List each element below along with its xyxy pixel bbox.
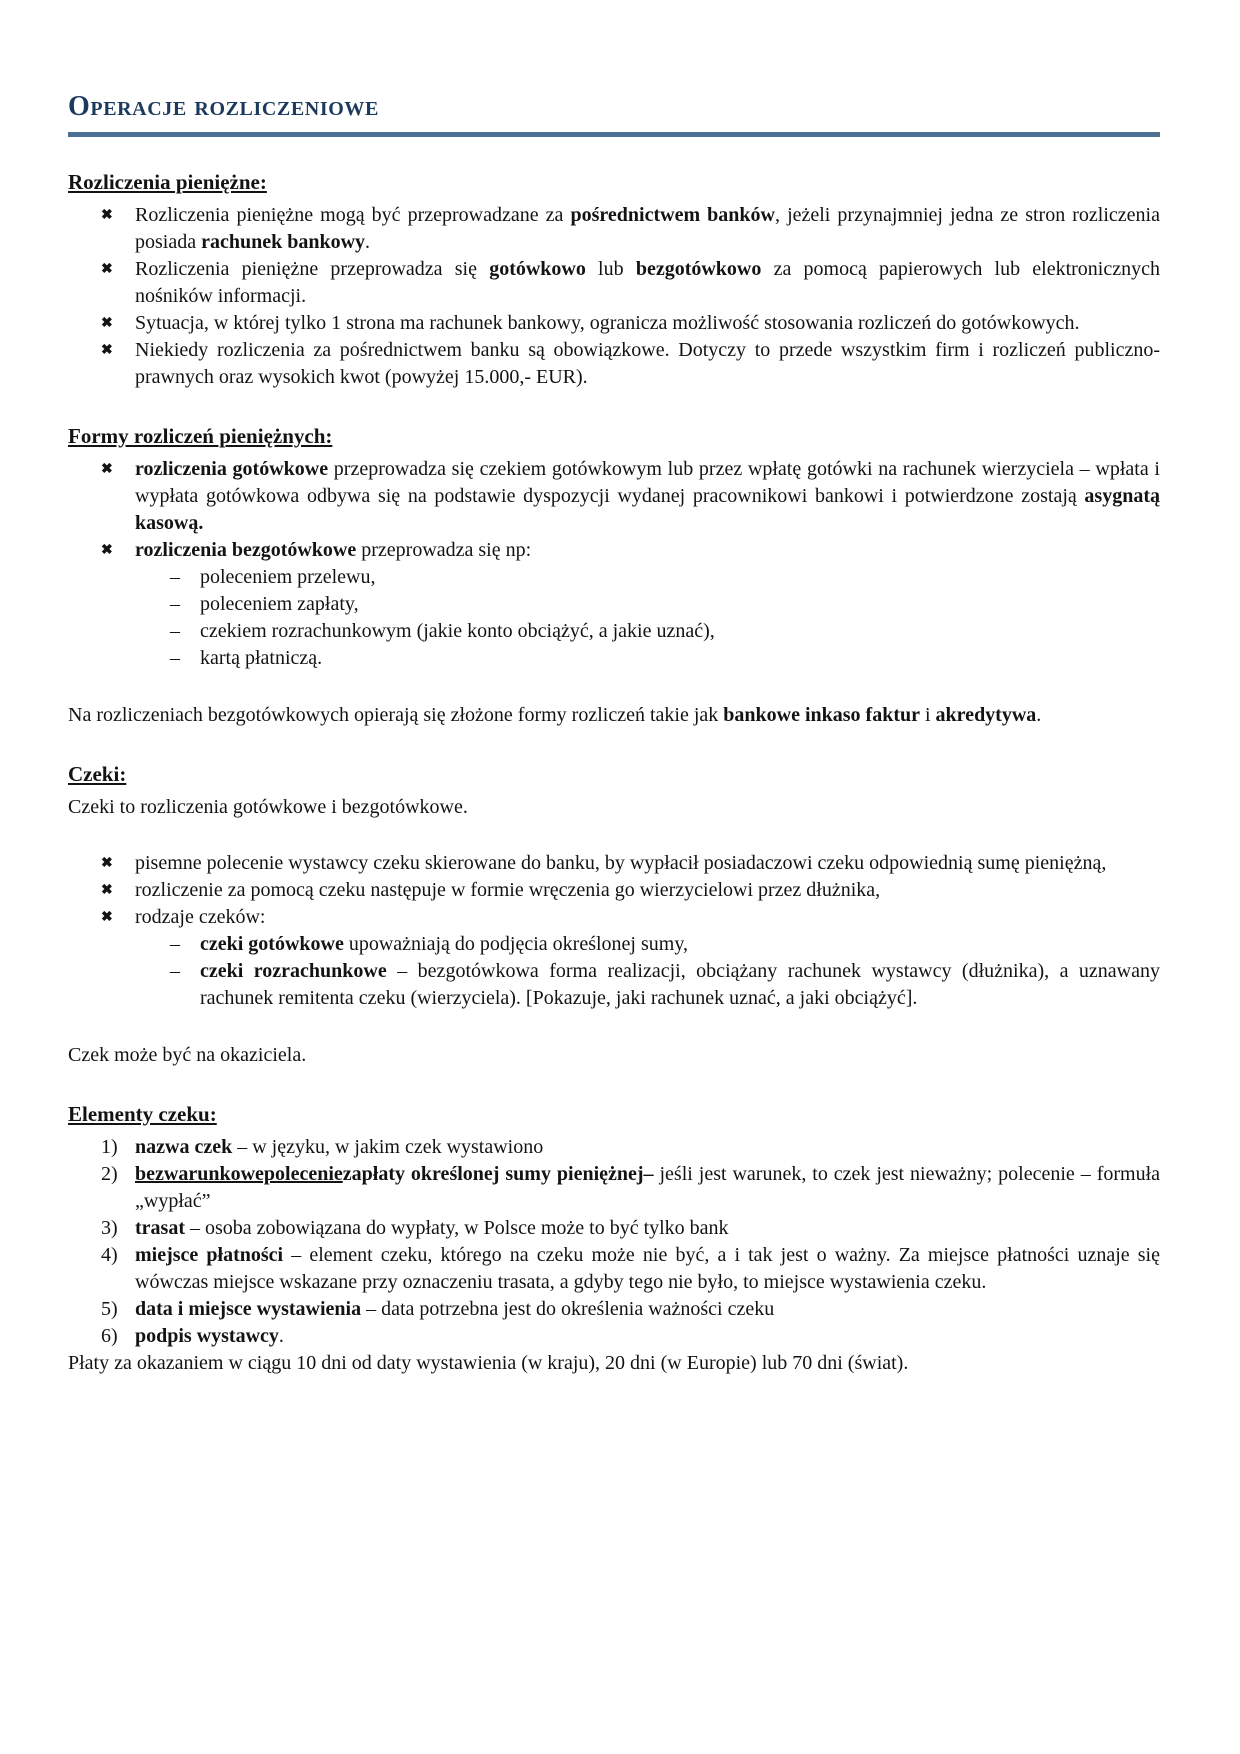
- list-item: [68, 537, 1160, 564]
- list-item: [68, 256, 1160, 310]
- dash-bullet-icon: –: [170, 619, 180, 642]
- list-item-text: miejsce płatności – element czeku, którego na czeku może nie być, a i tak jest o ważny. Za miejsce płatności uznaje się wówczas miejsce wskazane przy oznaczeniu trasata, a gdyby tego nie było, to miejsce wystawienia czeku.: [135, 1243, 1160, 1293]
- elementy-list: [68, 1134, 1160, 1350]
- czeki-list: [68, 850, 1160, 931]
- item-number: 3): [101, 1216, 118, 1239]
- rozliczenia-list: [68, 202, 1160, 391]
- list-item: [68, 1161, 1160, 1215]
- czeki-intro: Czeki to rozliczenia gotówkowe i bezgotówkowe.: [68, 795, 468, 818]
- list-item-text: poleceniem przelewu,: [200, 565, 376, 588]
- summary-paragraph: Na rozliczeniach bezgotówkowych opierają się złożone formy rozliczeń takie jak bankowe inkaso faktur i akredytywa.: [68, 703, 1042, 726]
- list-item: [68, 1215, 1160, 1242]
- dash-bullet-icon: –: [170, 565, 180, 588]
- list-item-text: rozliczenia bezgotówkowe przeprowadza się np:: [135, 538, 532, 561]
- x-bullet-icon: ✖: [101, 855, 113, 871]
- x-bullet-icon: ✖: [101, 461, 113, 477]
- list-item-text: czeki rozrachunkowe – bezgotówkowa forma realizacji, obciążany rachunek wystawcy (dłużnika), a uznawany rachunek remitenta czeku (wierzyciela). [Pokazuje, jaki rachunek uznać, a jaki obciążyć].: [200, 959, 1160, 1009]
- list-item-text: nazwa czek – w języku, w jakim czek wystawiono: [135, 1135, 544, 1158]
- list-item: [68, 618, 1160, 645]
- list-item: [68, 1323, 1160, 1350]
- dash-bullet-icon: –: [170, 932, 180, 955]
- list-item-text: data i miejsce wystawienia – data potrzebna jest do określenia ważności czeku: [135, 1297, 775, 1320]
- list-item: [68, 850, 1160, 877]
- formy-sub-list: [68, 564, 1160, 672]
- item-number: 5): [101, 1297, 118, 1320]
- list-item-text: Rozliczenia pieniężne przeprowadza się gotówkowo lub bezgotówkowo za pomocą papierowych lub elektronicznych nośników informacji.: [135, 257, 1160, 307]
- section-heading-elementy-czeku: Elementy czeku:: [68, 1101, 217, 1126]
- list-item: [68, 310, 1160, 337]
- list-item-text: czekiem rozrachunkowym (jakie konto obciążyć, a jakie uznać),: [200, 619, 715, 642]
- list-item: [68, 591, 1160, 618]
- x-bullet-icon: ✖: [101, 261, 113, 277]
- list-item-text: Sytuacja, w której tylko 1 strona ma rachunek bankowy, ogranicza możliwość stosowania rozliczeń do gotówkowych.: [135, 311, 1080, 334]
- list-item: [68, 337, 1160, 391]
- list-item: [68, 645, 1160, 672]
- section-heading-formy-rozliczen: Formy rozliczeń pieniężnych:: [68, 423, 333, 448]
- list-item: [68, 202, 1160, 256]
- list-item: [68, 1296, 1160, 1323]
- section-heading-rozliczenia-pieniezne: Rozliczenia pieniężne:: [68, 169, 267, 194]
- list-item-text: czeki gotówkowe upoważniają do podjęcia określonej sumy,: [200, 932, 689, 955]
- okaziciel-paragraph: Czek może być na okaziciela.: [68, 1043, 307, 1066]
- x-bullet-icon: ✖: [101, 542, 113, 558]
- list-item-text: podpis wystawcy.: [135, 1324, 284, 1347]
- page-title: Operacje rozliczeniowe: [68, 91, 379, 122]
- list-item-text: rozliczenie za pomocą czeku następuje w formie wręczenia go wierzycielowi przez dłużnika,: [135, 878, 881, 901]
- list-item: [68, 877, 1160, 904]
- list-item-text: Niekiedy rozliczenia za pośrednictwem banku są obowiązkowe. Dotyczy to przede wszystkim firm i rozliczeń publiczno-prawnych oraz wysokich kwot (powyżej 15.000,- EUR).: [135, 338, 1160, 388]
- list-item-text: bezwarunkowepoleceniezapłaty określonej sumy pieniężnej– jeśli jest warunek, to czek jest nieważny; polecenie – formuła „wypłać”: [135, 1162, 1160, 1212]
- section-heading-czeki: Czeki:: [68, 761, 127, 786]
- item-number: 4): [101, 1243, 118, 1266]
- list-item: [68, 1134, 1160, 1161]
- item-number: 2): [101, 1162, 118, 1185]
- list-item-text: trasat – osoba zobowiązana do wypłaty, w Polsce może to być tylko bank: [135, 1216, 729, 1239]
- list-item: [68, 564, 1160, 591]
- item-number: 1): [101, 1135, 118, 1158]
- list-item: [68, 1242, 1160, 1296]
- platnosc-paragraph: Płaty za okazaniem w ciągu 10 dni od daty wystawienia (w kraju), 20 dni (w Europie) lub 70 dni (świat).: [68, 1351, 909, 1374]
- x-bullet-icon: ✖: [101, 882, 113, 898]
- dash-bullet-icon: –: [170, 646, 180, 669]
- dash-bullet-icon: –: [170, 592, 180, 615]
- czeki-sub-list: [68, 931, 1160, 1012]
- item-number: 6): [101, 1324, 118, 1347]
- list-item-text: pisemne polecenie wystawcy czeku skierowane do banku, by wypłacił posiadaczowi czeku odpowiednią sumę pieniężną,: [135, 851, 1107, 874]
- list-item: [68, 904, 1160, 931]
- title-rule: [68, 132, 1160, 137]
- dash-bullet-icon: –: [170, 959, 180, 982]
- list-item-text: kartą płatniczą.: [200, 646, 323, 669]
- x-bullet-icon: ✖: [101, 909, 113, 925]
- list-item-text: rodzaje czeków:: [135, 905, 266, 928]
- list-item: [68, 958, 1160, 1012]
- list-item-text: poleceniem zapłaty,: [200, 592, 359, 615]
- list-item: [68, 456, 1160, 537]
- x-bullet-icon: ✖: [101, 207, 113, 223]
- list-item: [68, 931, 1160, 958]
- list-item-text: rozliczenia gotówkowe przeprowadza się czekiem gotówkowym lub przez wpłatę gotówki na rachunek wierzyciela – wpłata i wypłata gotówkowa odbywa się na podstawie dyspozycji wydanej pracownikowi bankowi i potwierdzone zostają asygnatą kasową.: [135, 457, 1160, 534]
- x-bullet-icon: ✖: [101, 342, 113, 358]
- formy-list: [68, 456, 1160, 564]
- list-item-text: Rozliczenia pieniężne mogą być przeprowadzane za pośrednictwem banków, jeżeli przynajmniej jedna ze stron rozliczenia posiada rachunek bankowy.: [135, 203, 1160, 253]
- x-bullet-icon: ✖: [101, 315, 113, 331]
